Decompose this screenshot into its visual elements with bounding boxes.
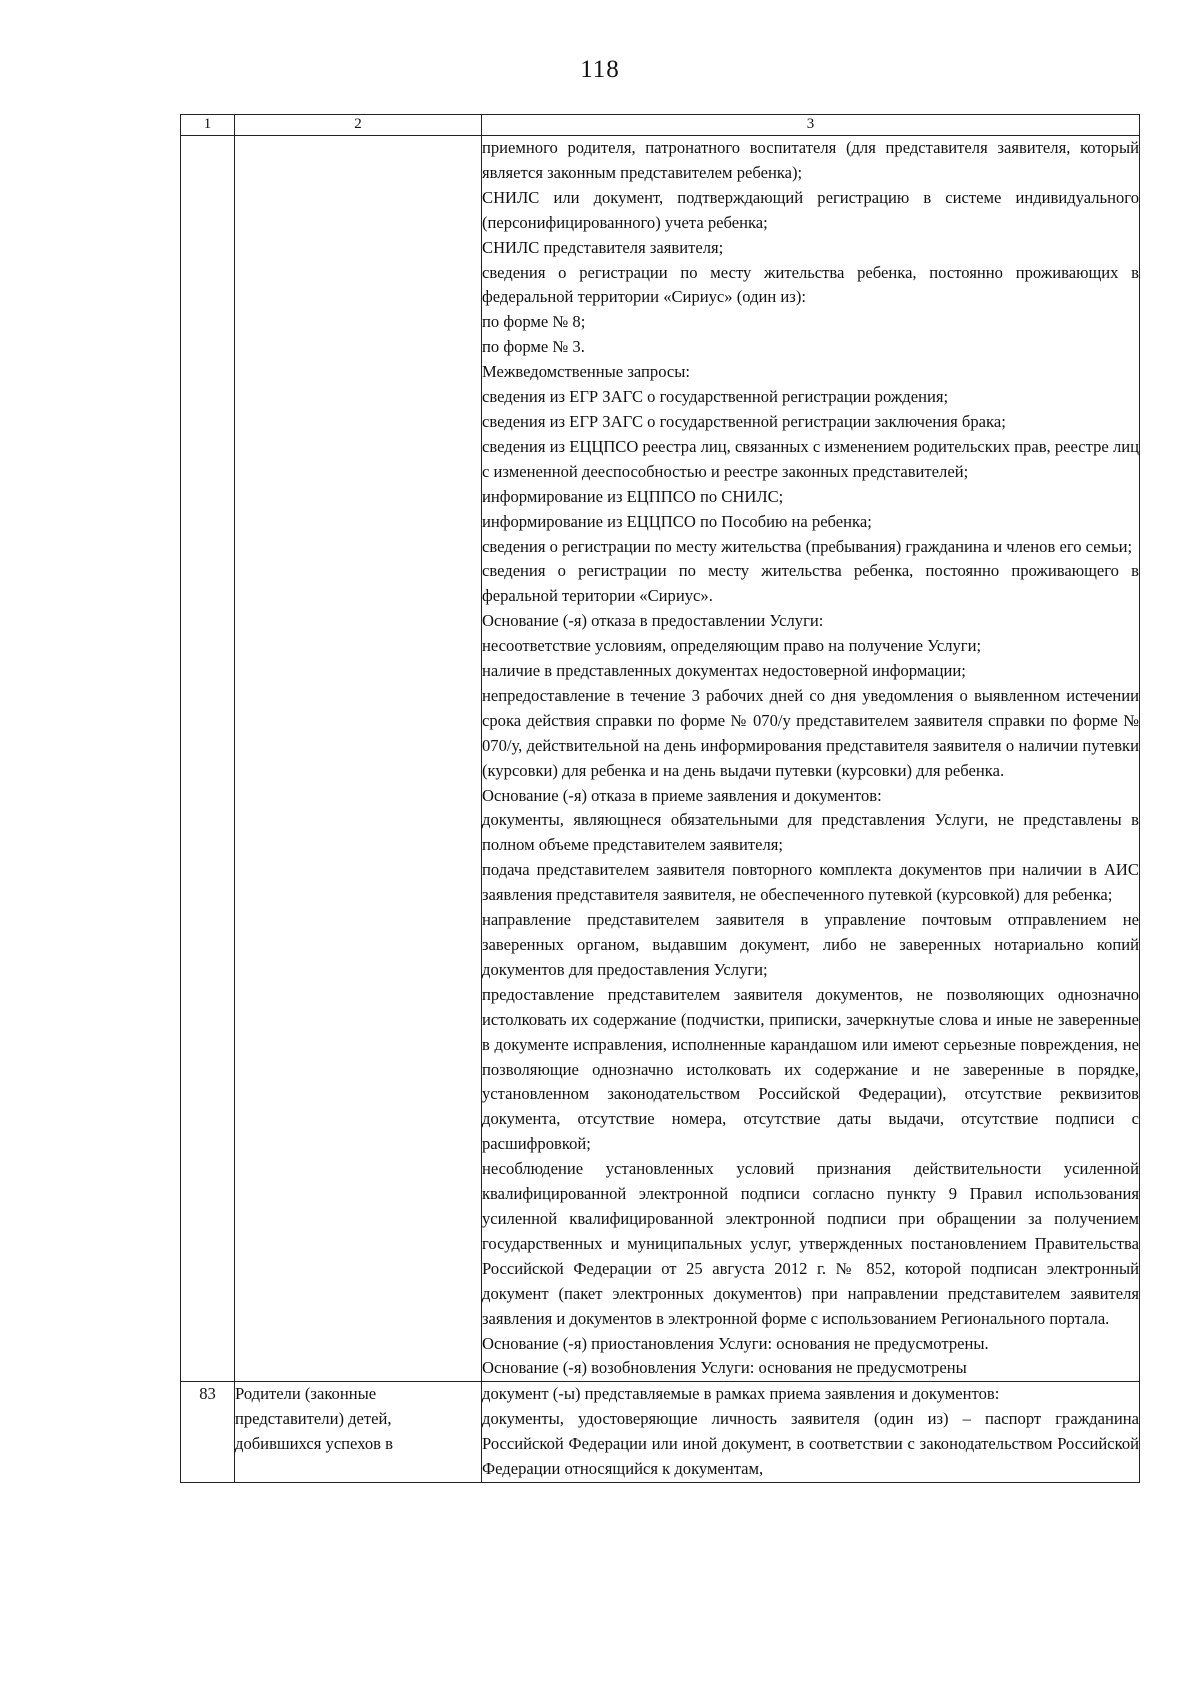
column-header-1: 1 [181, 115, 235, 136]
content-paragraph: СНИЛС или документ, подтверждающий регистрацию в системе индивидуального (персонифицированного) учета ребенка; [482, 187, 1139, 232]
table-row-continued [181, 136, 1140, 1382]
content-paragraph: Межведомственные запросы: [482, 362, 691, 382]
row-content-cell [482, 136, 1140, 1382]
row-number-cell: 83 [181, 1382, 235, 1483]
content-paragraph: информирование из ЕЦППСО по СНИЛС; [482, 486, 784, 506]
content-paragraph: Основание (-я) приостановления Услуги: основания не предусмотрены. [482, 1333, 989, 1353]
content-paragraph: сведения о регистрации по месту жительства (пребывания) гражданина и членов его семьи; [482, 536, 1133, 556]
content-paragraph: Основание (-я) возобновления Услуги: основания не предусмотрены [482, 1358, 967, 1378]
document-table [180, 114, 1140, 1483]
column-header-3: 3 [482, 115, 1140, 136]
content-paragraph: непредоставление в течение 3 рабочих дней со дня уведомления о выявленном истечении срока действия справки по форме № 070/у представителем заявителя справки по форме № 070/у, действительной на день информирования представителя заявителя о наличии путевки (курсовки) для ребенка и на день выдачи путевки (курсовки) для ребенка. [482, 685, 1139, 780]
row-category-cell [235, 1382, 482, 1483]
row-content-cell [482, 1382, 1140, 1483]
content-paragraph: информирование из ЕЦЦПСО по Пособию на ребенка; [482, 511, 872, 531]
content-paragraph: приемного родителя, патронатного воспитателя (для представителя заявителя, который является законным представителем ребенка); [482, 138, 1139, 182]
content-paragraph: сведения о регистрации по месту жительства ребенка, постоянно проживающего в феральной територии «Сириус». [482, 561, 1139, 606]
page-number: 118 [580, 56, 620, 83]
content-paragraph: Основание (-я) отказа в предоставлении Услуги: [482, 611, 824, 631]
content-paragraph: документ (-ы) представляемые в рамках приема заявления и документов: [482, 1384, 1000, 1404]
column-header-2: 2 [235, 115, 482, 136]
content-paragraph: документы, являющнеся обязательными для представления Услуги, не представлены в полном объеме представителем заявителя; [482, 810, 1139, 855]
content-paragraph: по форме № 3. [482, 337, 585, 357]
content-paragraph: СНИЛС представителя заявителя; [482, 237, 724, 257]
content-paragraph: по форме № 8; [482, 312, 586, 332]
content-paragraph: несоответствие условиям, определяющим право на получение Услуги; [482, 636, 982, 656]
category-line: добившихся успехов в [235, 1434, 393, 1454]
content-paragraph: наличие в представленных документах недостоверной информации; [482, 661, 966, 681]
table-row-83 [181, 1382, 1140, 1483]
row-category-cell [235, 136, 482, 1382]
content-paragraph: предоставление представителем заявителя документов, не позволяющих однозначно истолковать их содержание (подчистки, приписки, зачеркнутые слова и иные не заверенные в документе исправления, исполненные карандашом или имеют серьезные повреждения, не позволяющие однозначно истолковать их содержание и не заверенные в порядке, установленном законодательством Российской Федерации), отсутствие реквизитов документа, отсутствие номера, отсутствие даты выдачи, отсутствие подписи с расшифровкой; [482, 984, 1139, 1154]
category-line: Родители (законные [235, 1384, 377, 1404]
content-paragraph: сведения из ЕЦЦПСО реестра лиц, связанных с изменением родительских прав, реестре лиц с измененной дееспособностью и реестре законных представителей; [482, 436, 1139, 481]
category-line: представители) детей, [235, 1409, 392, 1429]
content-paragraph: направление представителем заявителя в управление почтовым отправлением не заверенных органом, выдавшим документ, либо не заверенных нотариально копий документов для предоставления Услуги; [482, 910, 1139, 979]
content-paragraph: сведения из ЕГР ЗАГС о государственной регистрации заключения брака; [482, 411, 1006, 431]
row-number-cell [181, 136, 235, 1382]
content-paragraph: сведения из ЕГР ЗАГС о государственной регистрации рождения; [482, 387, 949, 407]
content-paragraph: подача представителем заявителя повторного комплекта документов при наличии в АИС заявления представителя заявителя, не обеспеченного путевкой (курсовкой) для ребенка; [482, 860, 1139, 905]
content-paragraph: сведения о регистрации по месту жительства ребенка, постоянно проживающих в федеральной территории «Сириус» (один из): [482, 262, 1139, 307]
content-paragraph: документы, удостоверяющие личность заявителя (один из) – паспорт гражданина Российской Федерации или иной документ, в соответствии с законодательством Российской Федерации относящийся к документам, [482, 1409, 1139, 1479]
content-paragraph: несоблюдение установленных условий признания действительности усиленной квалифицированной электронной подписи согласно пункту 9 Правил использования усиленной квалифицированной электронной подписи при обращении за получением государственных и муниципальных услуг, утвержденных постановлением Правительства Российской Федерации от 25 августа 2012 г. № 852, которой подписан электронный документ (пакет электронных документов) при направлении представителем заявителя заявления и документов в электронной форме с использованием Регионального портала. [482, 1159, 1139, 1328]
content-paragraph: Основание (-я) отказа в приеме заявления и документов: [482, 785, 882, 805]
table-header-row [181, 115, 1140, 136]
